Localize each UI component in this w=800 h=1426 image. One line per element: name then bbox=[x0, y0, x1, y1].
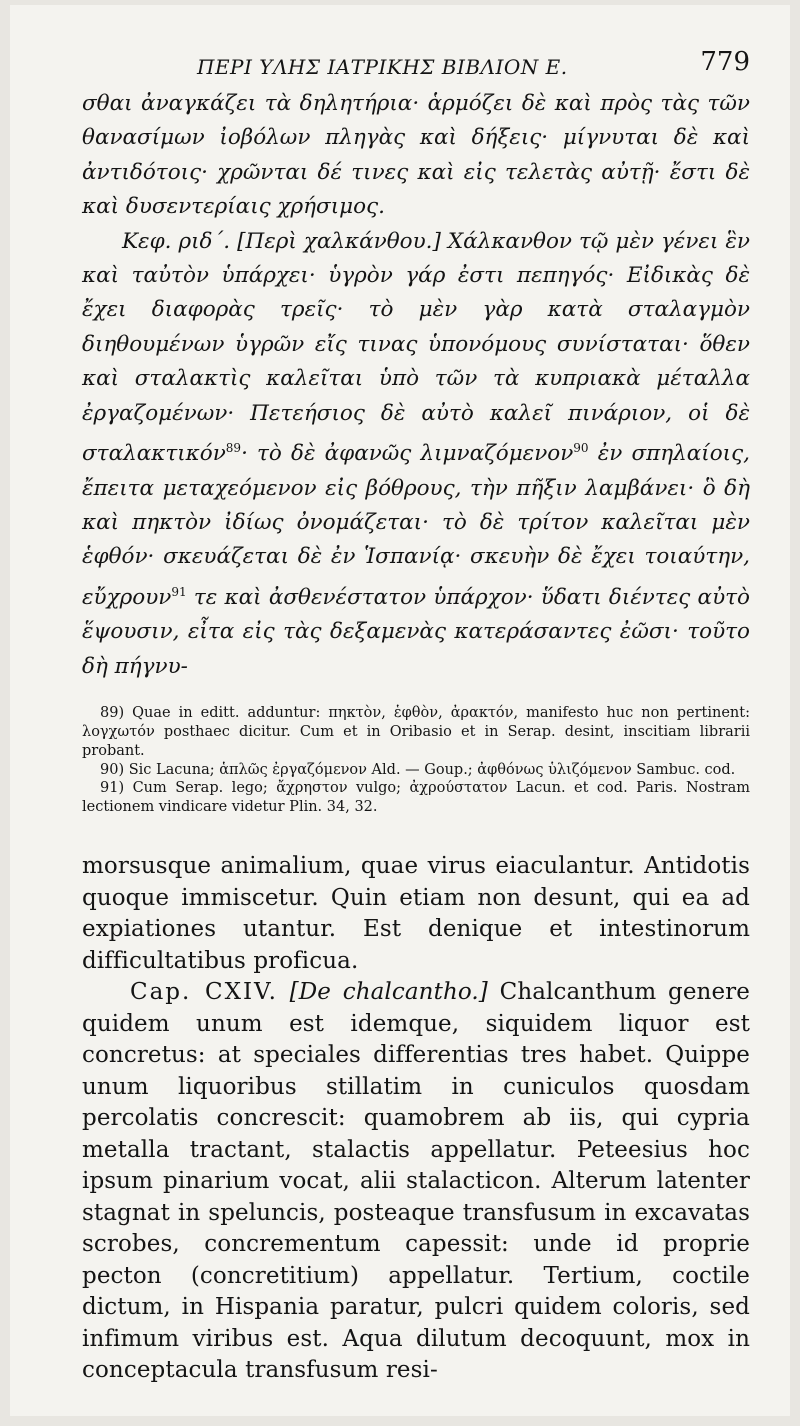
running-header bbox=[82, 35, 750, 87]
greek-chapter-number: Κεφ. ριδ΄. bbox=[122, 228, 231, 254]
greek-paragraph-2 bbox=[82, 225, 750, 685]
greek-text-run: · τὸ δὲ ἀφανῶς λιμναζόμενον bbox=[241, 441, 574, 467]
latin-translation bbox=[82, 851, 750, 1387]
book-page bbox=[10, 5, 790, 1416]
footnote-89: 89) Quae in editt. adduntur: πηκτὸν, ἑφθὸν, ἀρακτόν, manifesto huc non pertinent: λογχωτόν posthaec dicitur. Cum et in Oribasio et in Serap. desint, inscitiam librarii probant. bbox=[82, 705, 750, 759]
running-title: ΠΕΡΙ ΥΛΗΣ ΙΑΤΡΙΚΗΣ ΒΙΒΛΙΟΝ Ε. bbox=[197, 55, 568, 79]
greek-text bbox=[82, 87, 750, 684]
greek-chapter-rubric: [Περὶ χαλκάνθου.] bbox=[237, 228, 441, 254]
latin-paragraph-1: morsusque animalium, quae virus eiaculantur. Antidotis quoque immiscetur. Quin etiam non desunt, qui ea ad expiationes utantur. Est denique et intestinorum difficultatibus proficua. bbox=[82, 853, 750, 974]
footnote-91: 91) Cum Serap. lego; ἄχρηστον vulgo; ἀχρούστατον Lacun. et cod. Paris. Nostram lectionem vindicare videtur Plin. 34, 32. bbox=[82, 780, 750, 816]
footnote-ref-89: 89 bbox=[225, 441, 242, 456]
page-number: 779 bbox=[700, 47, 750, 77]
footnote-ref-91: 91 bbox=[171, 584, 187, 599]
footnote-ref-90: 90 bbox=[573, 441, 589, 456]
greek-text-run: ἐν σπηλαίοις, ἔπειτα μεταχεόμενον εἰς βόθρους, τὴν πῆξιν λαμβάνει· ὃ δὴ καὶ πηκτὸν ἰδίως ὀνομάζεται· τὸ δὲ τρίτον καλεῖται μὲν ἑφθόν· σκευάζεται δὲ ἐν Ἱσπανίᾳ· σκευὴν δὲ ἔχει τοιαύτην, εὔχρουν bbox=[82, 441, 750, 610]
latin-chapter-rubric: [De chalcantho.] bbox=[289, 979, 488, 1005]
latin-text-run: Chalcanthum genere quidem unum est idemque, siquidem liquor est concretus: at speciales differentias tres habet. Quippe unum liquoribus stillatim in cuniculos quosdam percolatis concrescit: quamobrem ab iis, qui cypria metalla tractant, stalactis appellatur. Peteesius hoc ipsum pinarium vocat, alii stalacticon. Alterum latenter stagnat in speluncis, posteaque transfusum in excavatas scrobes, concrementum capessit: unde id proprie pecton (concretitium) appellatur. Tertium, coctile dictum, in Hispania paratur, pulcri quidem coloris, sed infimum viribus est. Aqua dilutum decoquunt, mox in conceptacula transfusum resi- bbox=[82, 979, 750, 1383]
greek-text-run: τε καὶ ἀσθενέστατον ὑπάρχον· ὕδατι διέντες αὐτὸ ἕψουσιν, εἶτα εἰς τὰς δεξαμενὰς κατεράσαντες ἐῶσι· τοῦτο δὴ πήγνυ- bbox=[82, 585, 750, 679]
footnote-90: 90) Sic Lacuna; ἁπλῶς ἐργαζόμενον Ald. — Goup.; ἀφθόνως ὑλιζόμενον Sambuc. cod. bbox=[100, 761, 736, 778]
latin-paragraph-2 bbox=[82, 977, 750, 1387]
footnotes bbox=[82, 704, 750, 817]
latin-chapter-number: Cap. CXIV. bbox=[130, 979, 278, 1005]
greek-paragraph-1: σθαι ἀναγκάζει τὰ δηλητήρια· ἁρμόζει δὲ καὶ πρὸς τὰς τῶν θανασίμων ἰοβόλων πληγὰς καὶ δήξεις· μίγνυται δὲ καὶ ἀντιδότοις· χρῶνται δέ τινες καὶ εἰς τελετὰς αὐτῇ· ἔστι δὲ καὶ δυσεντερίαις χρήσιμος. bbox=[82, 91, 750, 220]
greek-text-run: Χάλκανθον τῷ μὲν γένει ἓν καὶ ταὐτὸν ὑπάρχει· ὑγρὸν γάρ ἐστι πεπηγός· Εἰδικὰς δὲ ἔχει διαφορὰς τρεῖς· τὸ μὲν γὰρ κατὰ σταλαγμὸν διηθουμένων ὑγρῶν εἴς τινας ὑπονόμους συνίσταται· ὅθεν καὶ σταλακτὶς καλεῖται ὑπὸ τῶν τὰ κυπριακὰ μέταλλα ἐργαζομένων· Πετεήσιος δὲ αὐτὸ καλεῖ πινάριον, οἱ δὲ σταλακτικόν bbox=[82, 228, 750, 467]
